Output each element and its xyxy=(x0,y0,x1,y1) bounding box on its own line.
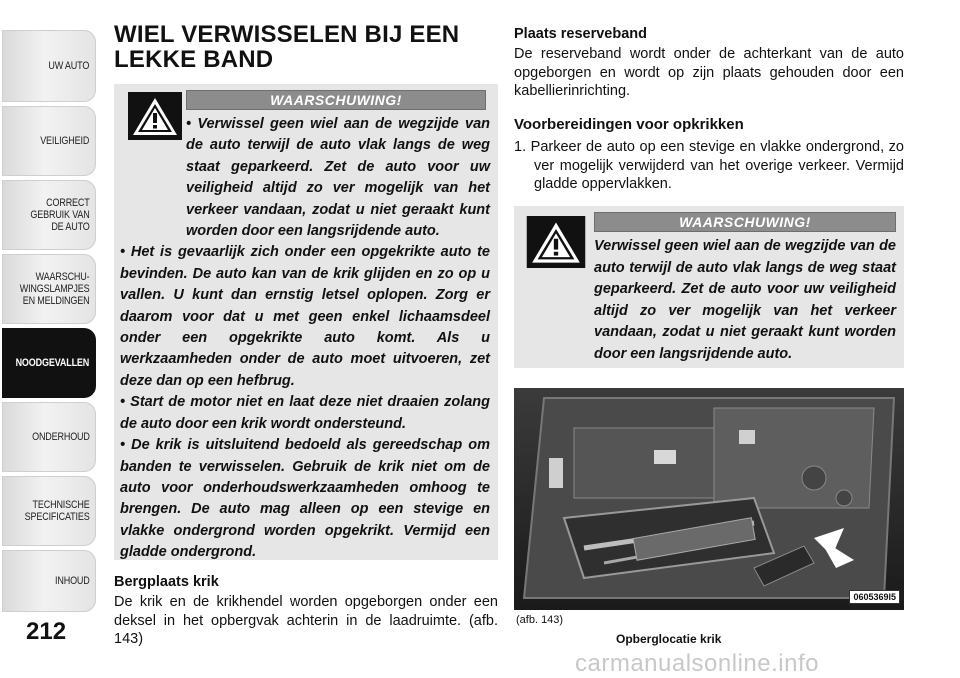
warning-box xyxy=(114,84,498,560)
page-number: 212 xyxy=(26,618,67,645)
chapter-tabs xyxy=(0,0,98,620)
warning-heading-2: WAARSCHUWING! xyxy=(594,212,896,232)
tab-waarschuwingslampjes[interactable]: WAARSCHU- WINGSLAMPJES EN MELDINGEN xyxy=(2,254,96,324)
figure-ref: (afb. 143) xyxy=(516,614,564,626)
heading-plaats-reserveband: Plaats reserveband xyxy=(514,26,647,42)
jack-storage-photo xyxy=(514,388,904,610)
warning-text-2: Verwissel geen wiel aan de wegzijde van de auto terwijl de auto vlak langs de weg staat geparkeerd. Zet de auto voor uw veiligheid altijd zo ver mogelijk van het verkeer vandaan, zodat u niet geraakt kunt worden door een langsrijdende auto. xyxy=(594,238,896,362)
tab-inhoud[interactable]: INHOUD xyxy=(2,550,96,612)
tab-correct-gebruik[interactable]: CORRECT GEBRUIK VAN DE AUTO xyxy=(2,180,96,250)
warning-box-2 xyxy=(514,206,904,368)
tab-uw-auto[interactable]: UW AUTO xyxy=(2,30,96,102)
warning-bullet-1: • Verwissel geen wiel aan de wegzijde van de auto terwijl de auto vlak langs de weg staat geparkeerd. Zet de auto voor uw veiligheid altijd zo ver mogelijk van het verkeer vandaan, zodat u niet geraakt kunt worden door een langsrijdende auto. xyxy=(186,116,490,240)
heading-voorbereidingen: Voorbereidingen voor opkrikken xyxy=(514,116,744,133)
tab-technische-specificaties[interactable]: TECHNISCHE SPECIFICATIES xyxy=(2,476,96,546)
section-text-bergplaats: De krik en de krikhendel worden opgeborgen onder een deksel in het opbergvak achterin in de laadruimte. (afb. 143) xyxy=(114,594,498,647)
step-1: 1. Parkeer de auto op een stevige en vlakke ondergrond, zo ver mogelijk verwijderd van het overige verkeer. Vermijd gladde oppervlakken. xyxy=(514,139,904,192)
warning-bullet-3: • Start de motor niet en laat deze niet draaien zolang de auto door een krik wordt ondersteund. xyxy=(120,394,490,432)
image-code: 0605369l5 xyxy=(849,590,900,604)
section-heading-bergplaats: Bergplaats krik xyxy=(114,574,219,590)
section-title: WIEL VERWISSELEN BIJ EEN LEKKE BAND xyxy=(114,21,460,73)
jack-storage-illustration xyxy=(514,388,904,610)
watermark: carmanualsonline.info xyxy=(575,650,819,677)
warning-bullet-2: • Het is gevaarlijk zich onder een opgekrikte auto te bevinden. De auto kan van de krik glijden en zo op u vallen. U kunt dan ernstig letsel oplopen. Zorg er daarom voor dat u met geen enkel lichaamsdeel onder een opgekrikte auto komt. Als u werkzaamheden onder de auto moet uitvoeren, zet deze dan op een hefbrug. xyxy=(120,244,490,389)
warning-text xyxy=(120,114,490,564)
tab-veiligheid[interactable]: VEILIGHEID xyxy=(2,106,96,176)
text-plaats-reserveband: De reserveband wordt onder de achterkant van de auto opgeborgen en wordt op zijn plaats gehouden door een kabellierinrichting. xyxy=(514,46,904,99)
figure-caption: Opberglocatie krik xyxy=(616,632,722,646)
tab-noodgevallen[interactable]: NOODGEVALLEN xyxy=(2,328,96,398)
warning-bullet-4: • De krik is uitsluitend bedoeld als gereedschap om banden te verwisselen. Gebruik de krik niet om de auto voor onderhoudswerkzaamheden omhoog te brengen. De auto mag alleen op een stevige en vlakke ondergrond worden opgekrikt. Vermijd een gladde ondergrond. xyxy=(120,437,490,561)
warning-heading: WAARSCHUWING! xyxy=(186,90,486,110)
tab-onderhoud[interactable]: ONDERHOUD xyxy=(2,402,96,472)
